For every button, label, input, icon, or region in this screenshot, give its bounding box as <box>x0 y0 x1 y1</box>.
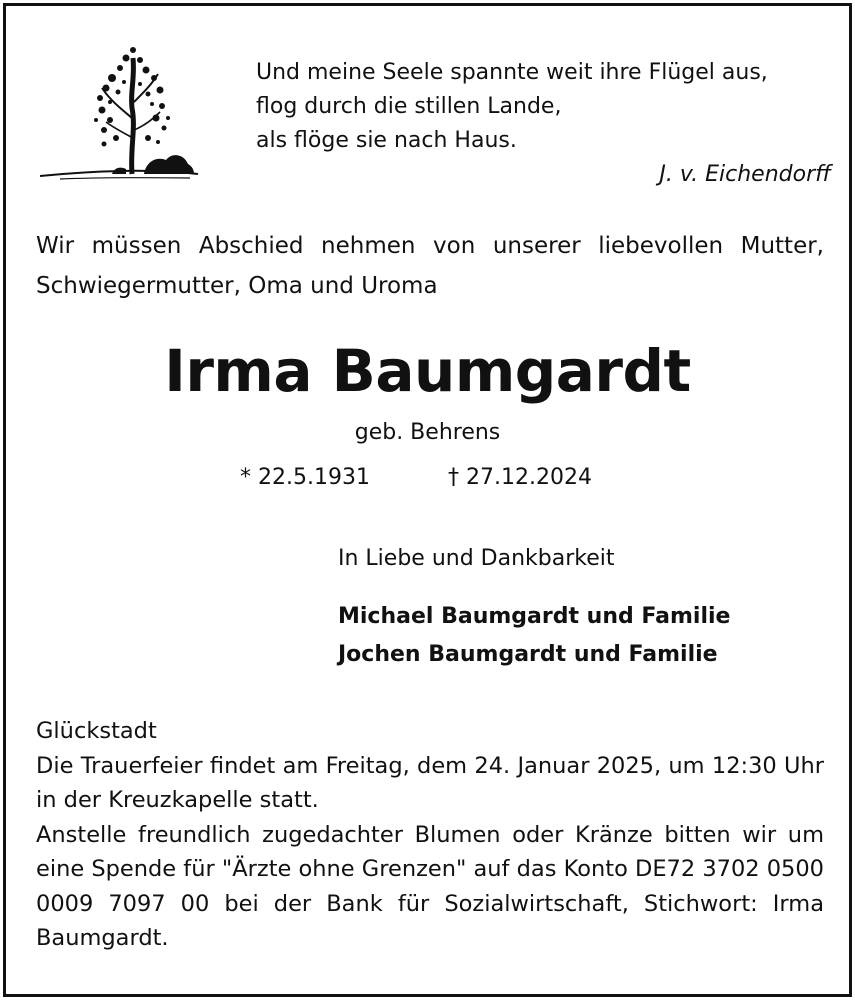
poem-author: J. v. Eichendorff <box>659 162 831 187</box>
birth-date: * 22.5.1931 <box>240 465 370 490</box>
birch-tree-icon <box>40 38 200 188</box>
deceased-name: Irma Baumgardt <box>164 337 691 405</box>
donation-info: Anstelle freundlich zugedachter Blumen oder Kränze bitten wir um eine Spende für "Ärzte ohne Grenzen" auf das Konto DE72 3702 0500 0009 7097 00 bei der Bank für Sozialwirtschaft, Stichwort: Irma Baumgardt. <box>36 821 824 951</box>
mourner-family: Michael Baumgardt und Familie <box>338 604 731 629</box>
poem-line: flog durch die stillen Lande, <box>256 94 562 119</box>
intro-text: Wir müssen Abschied nehmen von unserer liebevollen Mutter, Schwiegermutter, Oma und Uroma <box>36 233 824 299</box>
death-date: † 27.12.2024 <box>448 465 592 490</box>
born-name: geb. Behrens <box>354 420 501 445</box>
ceremony-info: Die Trauerfeier findet am Freitag, dem 24. Januar 2025, um 12:30 Uhr in der Kreuzkapelle statt. <box>36 752 824 813</box>
poem-block <box>256 56 831 192</box>
place-name: Glückstadt <box>36 718 157 744</box>
details-block <box>36 714 824 956</box>
poem-line: Und meine Seele spannte weit ihre Flügel aus, <box>256 60 768 85</box>
mourner-family: Jochen Baumgardt und Familie <box>338 642 718 667</box>
poem-line: als flöge sie nach Haus. <box>256 128 517 153</box>
signoff-text: In Liebe und Dankbarkeit <box>338 546 615 571</box>
mourners-list <box>338 598 730 674</box>
